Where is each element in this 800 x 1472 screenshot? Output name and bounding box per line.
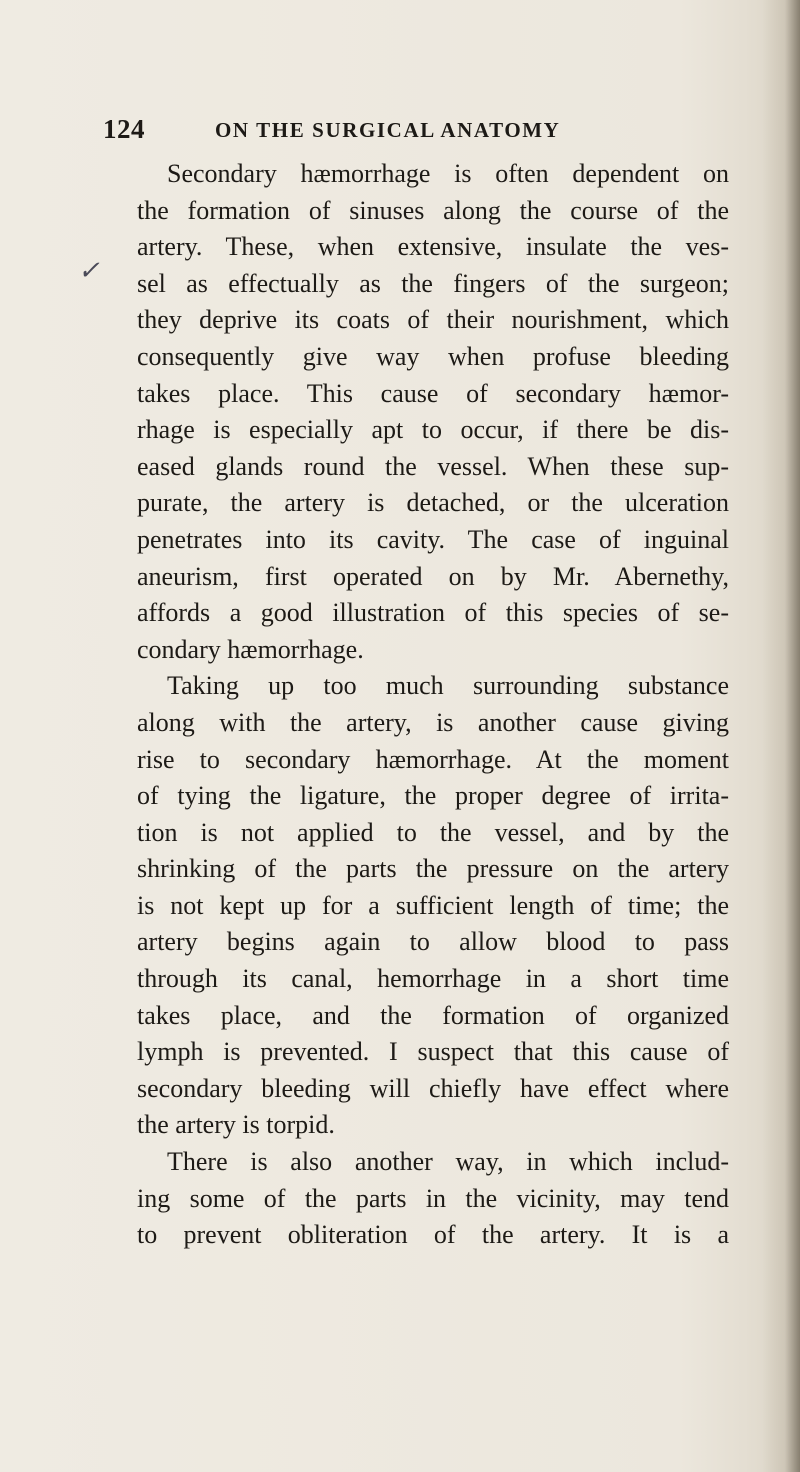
text-line: the artery is torpid. [137,1110,335,1140]
text-line: sel as effectually as the fingers of the surgeon; [137,268,729,298]
text-line: rise to secondary hæmorrhage. At the moment [137,744,729,774]
text-line: takes place. This cause of secondary hæmor- [137,378,729,408]
text-line: artery. These, when extensive, insulate the ves- [137,232,729,262]
text-line: to prevent obliteration of the artery. It is a [137,1220,729,1250]
text-line: purate, the artery is detached, or the ulceration [137,488,729,518]
text-line: along with the artery, is another cause giving [137,707,729,737]
text-line: Secondary hæmorrhage is often dependent on [167,159,729,188]
text-line: through its canal, hemorrhage in a short time [137,964,729,994]
text-line: of tying the ligature, the proper degree of irrita- [137,781,729,811]
paragraph [137,1144,729,1254]
text-line: affords a good illustration of this species of se- [137,598,729,628]
text-line: shrinking of the parts the pressure on the artery [137,854,729,884]
text-line: aneurism, first operated on by Mr. Abernethy, [137,561,729,591]
page-header [103,114,723,154]
text-line: There is also another way, in which includ- [167,1147,729,1177]
paragraph [137,156,729,668]
margin-check-mark: ✓ [78,256,100,285]
text-line: artery begins again to allow blood to pass [137,927,729,957]
text-line: tion is not applied to the vessel, and by the [137,817,729,847]
text-line: takes place, and the formation of organized [137,1000,729,1030]
text-line: ing some of the parts in the vicinity, may tend [137,1183,729,1213]
text-line: lymph is prevented. I suspect that this cause of [137,1037,729,1067]
running-head: ON THE SURGICAL ANATOMY [215,118,561,142]
text-line: the formation of sinuses along the course of the [137,195,729,225]
text-line: they deprive its coats of their nourishment, which [137,305,729,335]
text-line: Taking up too much surrounding substance [167,671,729,701]
text-line: secondary bleeding will chiefly have effect where [137,1073,729,1103]
text-line: condary hæmorrhage. [137,634,364,664]
page-number: 124 [103,114,145,144]
text-line: is not kept up for a sufficient length of time; the [137,890,729,920]
text-line: rhage is especially apt to occur, if there be dis- [137,415,729,445]
body-text [137,156,729,1254]
text-line: eased glands round the vessel. When these sup- [137,451,729,481]
page-gutter-shadow [762,0,800,1472]
text-line: penetrates into its cavity. The case of inguinal [137,524,729,554]
paragraph [137,668,729,1144]
text-line: consequently give way when profuse bleeding [137,341,729,371]
